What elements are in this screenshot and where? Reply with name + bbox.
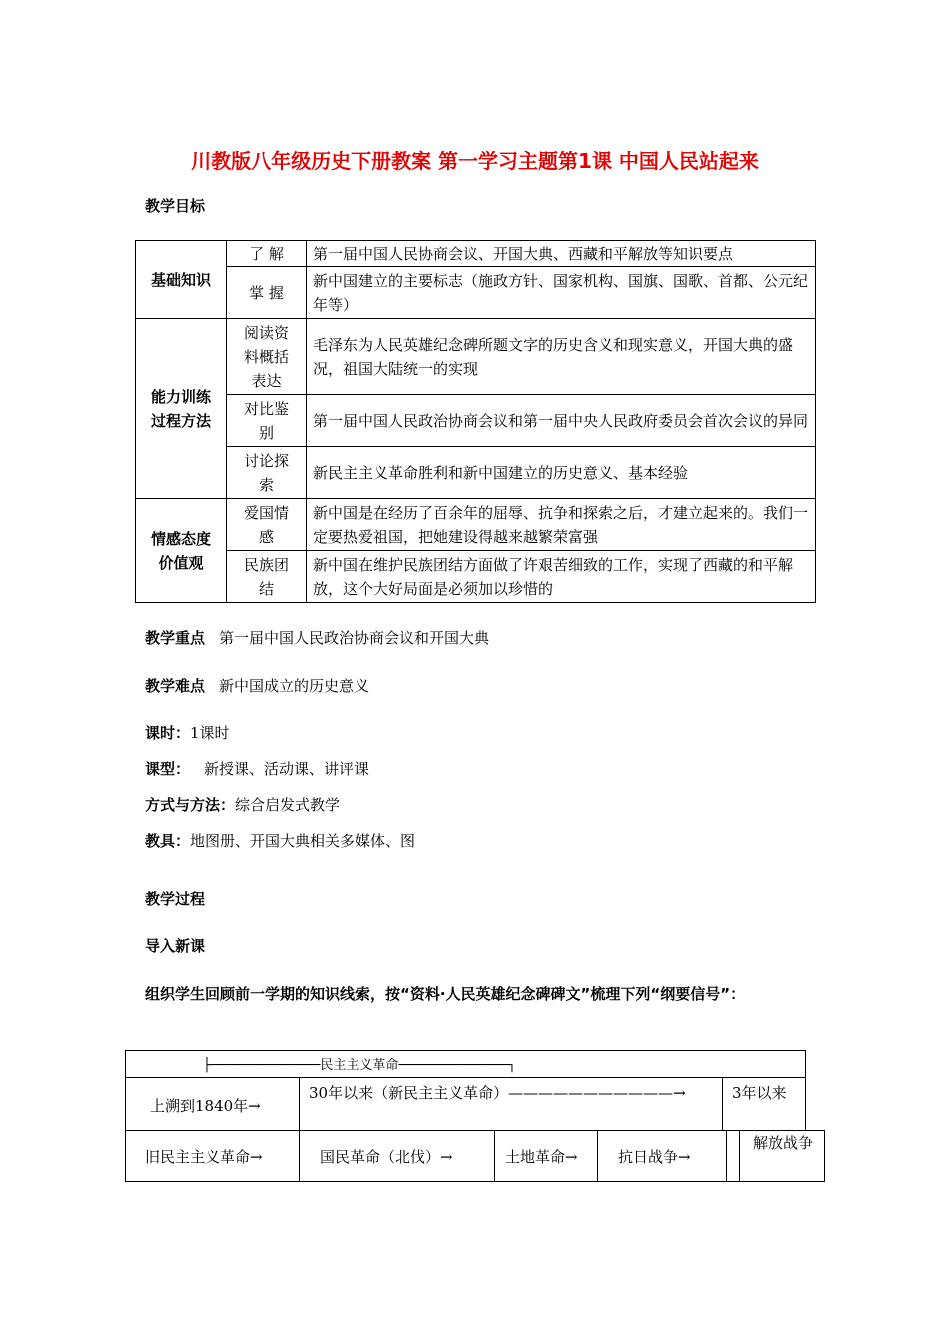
intro-heading: 导入新课: [145, 937, 206, 955]
subcategory-cell: 掌 握: [227, 267, 307, 319]
description-cell: 新中国是在经历了百余年的屈辱、抗争和探索之后，才建立起来的。我们一定要热爱祖国，把她建设得越来越繁荣富强: [307, 499, 816, 551]
objectives-heading: 教学目标: [145, 197, 206, 215]
method: [145, 794, 340, 815]
description-cell: 新民主主义革命胜利和新中国建立的历史意义、基本经验: [307, 447, 816, 499]
subcategory-cell: 讨论探索: [227, 447, 307, 499]
intro-text: 组织学生回顾前一学期的知识线索，按“资料·人民英雄纪念碑碑文”梳理下列“纲要信号”：: [145, 985, 746, 1003]
timeline-divider: [726, 1130, 740, 1182]
description-cell: 新中国建立的主要标志（施政方针、国家机构、国旗、国歌、首都、公元纪年等）: [307, 267, 816, 319]
hours-label: 课时：: [145, 724, 191, 742]
lesson-type: [145, 758, 369, 779]
timeline-cell-text: 上溯到1840年→: [150, 1097, 261, 1115]
description-cell: 第一届中国人民政治协商会议和第一届中央人民政府委员会首次会议的异同: [307, 395, 816, 447]
document-title: 川教版八年级历史下册教案 第一学习主题第1课 中国人民站起来: [191, 149, 759, 173]
timeline-cell-text: 土地革命→: [505, 1148, 578, 1166]
key-point-label: 教学重点: [145, 629, 206, 647]
category-cell: 能力训练过程方法: [136, 319, 227, 499]
description-cell: 新中国在维护民族团结方面做了许艰苦细致的工作，实现了西藏的和平解放，这个大好局面是必须加以珍惜的: [307, 551, 816, 603]
subcategory-cell: 民族团结: [227, 551, 307, 603]
category-cell: 情感态度价值观: [136, 499, 227, 603]
timeline-cell-text: 抗日战争→: [618, 1148, 691, 1166]
tools: [145, 830, 415, 851]
timeline-cell-text: 3年以来: [732, 1084, 787, 1102]
difficulty-text: 新中国成立的历史意义: [219, 677, 370, 695]
category-cell: 基础知识: [136, 241, 227, 319]
lesson-type-text: 新授课、活动课、讲评课: [204, 760, 370, 778]
description-cell: 第一届中国人民协商会议、开国大典、西藏和平解放等知识要点: [307, 241, 816, 267]
timeline-table: [125, 1050, 825, 1182]
timeline-cell-text: 旧民主主义革命→: [145, 1148, 263, 1166]
timeline-cell-text: 国民革命（北伐）→: [320, 1148, 453, 1166]
timeline-cell-text: 30年以来（新民主主义革命）———————————→: [309, 1084, 686, 1102]
tools-label: 教具：: [145, 832, 191, 850]
hours-text: 1课时: [190, 724, 230, 742]
method-text: 综合启发式教学: [235, 796, 341, 814]
lesson-type-label: 课型：: [145, 760, 191, 778]
timeline-cell-text: 解放战争: [753, 1134, 814, 1152]
difficulty-label: 教学难点: [145, 677, 206, 695]
difficulty: [145, 675, 369, 696]
process-heading: 教学过程: [145, 890, 206, 908]
subcategory-cell: 了 解: [227, 241, 307, 267]
subcategory-cell: 阅读资料概括表达: [227, 319, 307, 395]
subcategory-cell: 对比鉴别: [227, 395, 307, 447]
tools-text: 地图册、开国大典相关多媒体、图: [190, 832, 416, 850]
key-point-text: 第一届中国人民政治协商会议和开国大典: [219, 629, 490, 647]
subcategory-cell: 爱国情感: [227, 499, 307, 551]
description-cell: 毛泽东为人民英雄纪念碑所题文字的历史含义和现实意义，开国大典的盛况，祖国大陆统一的实现: [307, 319, 816, 395]
objectives-table: [135, 240, 816, 603]
key-point: [145, 627, 489, 648]
method-label: 方式与方法：: [145, 796, 236, 814]
hours: [145, 722, 230, 743]
timeline-header-text: ├──────────────民主主义革命──────────────┐: [203, 1058, 516, 1073]
